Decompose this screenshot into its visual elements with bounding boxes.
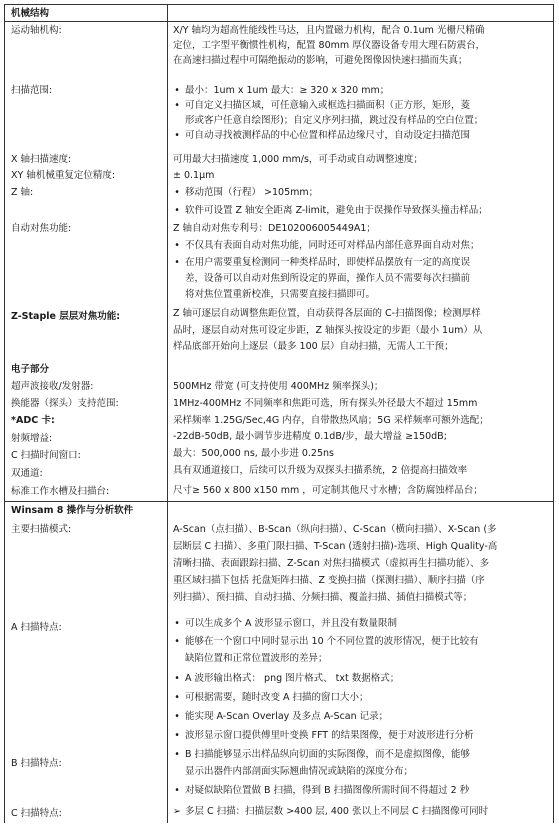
label-scan-range: 扫描范围:	[11, 85, 53, 96]
label-tank: 标准工作水槽及扫描台:	[11, 486, 110, 497]
row-line	[5, 21, 553, 22]
label-b-feat: B 扫描特点:	[11, 758, 62, 769]
bullet: •	[174, 785, 180, 796]
z-axis-item: 移动范围（行程） >105mm；	[185, 187, 319, 198]
c-window-value: 最大：500,000 ns, 最小步进 0.25ns	[173, 448, 334, 459]
bullet: •	[174, 692, 180, 703]
a-feat-item: 可根据需要，随时改变 A 扫描的窗口大小；	[185, 692, 369, 703]
xy-repeat-value: ± 0.1μm	[173, 170, 215, 181]
modes-line: A-Scan（点扫描）、B-Scan（纵向扫描）、C-Scan（横向扫描）、X-Scan (多	[173, 524, 497, 535]
modes-line: 层断层 C 扫描）、多重门限扫描、T-Scan (透射扫描)-选项、High Quality-高	[173, 541, 498, 552]
label-a-feat: A 扫描特点:	[11, 622, 62, 633]
bullet: •	[174, 205, 180, 216]
row-line	[5, 501, 553, 502]
bullet: •	[174, 187, 180, 198]
x-speed-value: 可用最大扫描速度 1,000 mm/s，可手动或自动调整速度；	[173, 154, 423, 165]
a-feat-item: 波形显示窗口提供傅里叶变换 FFT 的结果图像，便于对波形进行分析	[185, 730, 474, 741]
adc-value: 采样频率 1.25G/Sec,4G 内存，自带散热风扇；5G 采样频率可额外选配；	[173, 415, 489, 426]
label-ultrasonic: 超声波接收/发射器:	[11, 381, 94, 392]
section-elec: 电子部分	[11, 364, 50, 375]
column-divider	[167, 5, 168, 823]
motion-line: 在高速扫描过程中可隔绝振动的影响，可避免图像因快速扫描而失真；	[173, 55, 468, 66]
label-zstaple: Z-Staple 层层对焦功能:	[11, 311, 121, 322]
label-autofocus: 自动对焦功能:	[11, 223, 72, 234]
bullet: •	[174, 130, 180, 141]
motion-line: 定位，工字型平衡惯性机构，配置 80mm 厚仪器设备专用大理石防震台，	[173, 40, 486, 51]
autofocus-item: 不仅具有表面自动对焦功能，同时还可对样品内部任意界面自动对焦；	[185, 240, 480, 251]
label-adc: *ADC 卡:	[11, 415, 55, 426]
autofocus-item: 差，设备可以自动对焦到所设定的界面，操作人员不需要每次扫描前	[185, 273, 471, 284]
spec-table	[4, 4, 554, 823]
bullet: •	[174, 85, 180, 96]
c-feat-item: 多层 C 扫描：扫描层数 >400 层, 400 张以上不同层 C 扫描图像可同时	[185, 806, 489, 817]
section-mech: 机械结构	[11, 8, 50, 19]
bullet: •	[174, 730, 180, 741]
scan-range-item: 形或客户任意自绘图形)；自定义序列扫描，跳过没有样品的空白位置；	[185, 115, 484, 126]
ultrasonic-value: 500MHz 带宽 (可支持使用 400MHz 频率探头)；	[173, 381, 384, 392]
bullet: •	[174, 240, 180, 251]
b-feat-item: 显示出器件内部剖面实际翘曲情况或缺陷的深度分布；	[185, 766, 414, 777]
modes-line: 重区域扫描下包括 托盘矩阵扫描、Z 变换扫描（探测扫描）、顺序扫描（序	[173, 575, 485, 586]
bullet: •	[174, 618, 180, 629]
modes-line: 清晰扫描、表面跟踪扫描、Z-Scan 对焦扫描模式（虚拟再生扫描功能）、多	[173, 558, 490, 569]
zstaple-line: Z 轴可逐层自动调整焦距位置，自动获得各层面的 C-扫描图像；检测厚样	[173, 308, 481, 319]
zstaple-line: 样品底部开始向上逐层（最多 100 层）自动扫描，无需人工干预；	[173, 341, 454, 352]
scan-range-item: 可自动寻找被测样品的中心位置和样品边缘尺寸，自动设定扫描范围	[185, 130, 471, 141]
gain-value: -22dB-50dB, 最小调节步进精度 0.1dB/步，最大增益 ≥150dB;	[173, 431, 447, 442]
autofocus-item: 将对焦位置重新校准，只需要直接扫描即可。	[185, 289, 376, 300]
label-dual: 双通道:	[11, 468, 43, 479]
b-feat-item: 对疑似缺陷位置做 B 扫描，得到 B 扫描图像所需时间不得超过 2 秒	[185, 785, 470, 796]
label-z-axis: Z 轴:	[11, 187, 34, 198]
a-feat-item: 可以生成多个 A 波形显示窗口，并且没有数量限制	[185, 618, 398, 629]
tank-value: 尺寸≥ 560 x 800 x150 mm ，可定制其他尺寸水槽；含防腐蚀样品台；	[173, 485, 483, 496]
zstaple-line: 品时，逐层自动对焦可设定步距，Z 轴探头按设定的步距（最小 1um）从	[173, 325, 483, 336]
label-gain: 射频增益:	[11, 433, 53, 444]
section-soft: Winsam 8 操作与分析软件	[11, 505, 134, 516]
label-c-window: C 扫描时间窗口:	[11, 450, 81, 461]
a-feat-item: A 波形输出格式： png 图片格式、 txt 数据格式；	[185, 673, 400, 684]
bullet: •	[174, 636, 180, 647]
autofocus-item: 在用户需要重复检测同一种类样品时，即使样品摆放有一定的高度误	[185, 257, 471, 268]
label-motion: 运动轴机构:	[11, 25, 62, 36]
modes-line: 列扫描）、预扫描、自动扫描、分频扫描、覆盖扫描、插值扫描模式等；	[173, 592, 473, 603]
label-main-modes: 主要扫描模式:	[11, 524, 72, 535]
a-feat-item: 能够在一个窗口中同时显示出 10 个不同位置的波形情况，便于比较有	[185, 636, 479, 647]
a-feat-item: 能实现 A-Scan Overlay 及多点 A-Scan 记录；	[185, 711, 389, 722]
bullet: •	[174, 673, 180, 684]
patent-number: Z 轴自动对焦专利号：DE102006005449A1；	[173, 223, 376, 234]
transducer-value: 1MHz-400MHz 不同频率和焦距可选，所有探头外径最大不超过 15mm	[173, 398, 478, 409]
label-transducer: 换能器（探头）支持范围:	[11, 398, 119, 409]
label-c-feat: C 扫描特点:	[11, 808, 62, 819]
bullet: •	[174, 100, 180, 111]
bullet: •	[174, 257, 180, 268]
label-x-speed: X 轴扫描速度:	[11, 154, 72, 165]
bullet: •	[174, 749, 180, 760]
scan-range-item: 最小：1um x 1um 最大：≥ 320 x 320 mm；	[185, 85, 390, 96]
motion-line: X/Y 轴均为超高性能线性马达，且内置磁力机构，配合 0.1um 光栅尺精确	[173, 25, 485, 36]
dual-value: 具有双通道接口，后续可以升级为双探头扫描系统，2 倍提高扫描效率	[173, 465, 468, 476]
scan-range-item: 可自定义扫描区域，可任意输入或框选扫描面积（正方形，矩形，菱	[185, 100, 471, 111]
arrow-bullet: ➢	[173, 806, 181, 817]
a-feat-item: 缺陷位置和正常位置波形的差异；	[185, 653, 328, 664]
b-feat-item: B 扫描能够显示出样品纵向切面的实际图像，而不是虚拟图像，能够	[185, 749, 471, 760]
z-axis-item: 软件可设置 Z 轴安全距离 Z-limit，避免由于误操作导致探头撞击样品；	[185, 205, 488, 216]
label-xy-repeat: XY 轴机械重复定位精度:	[11, 170, 116, 181]
bullet: •	[174, 711, 180, 722]
